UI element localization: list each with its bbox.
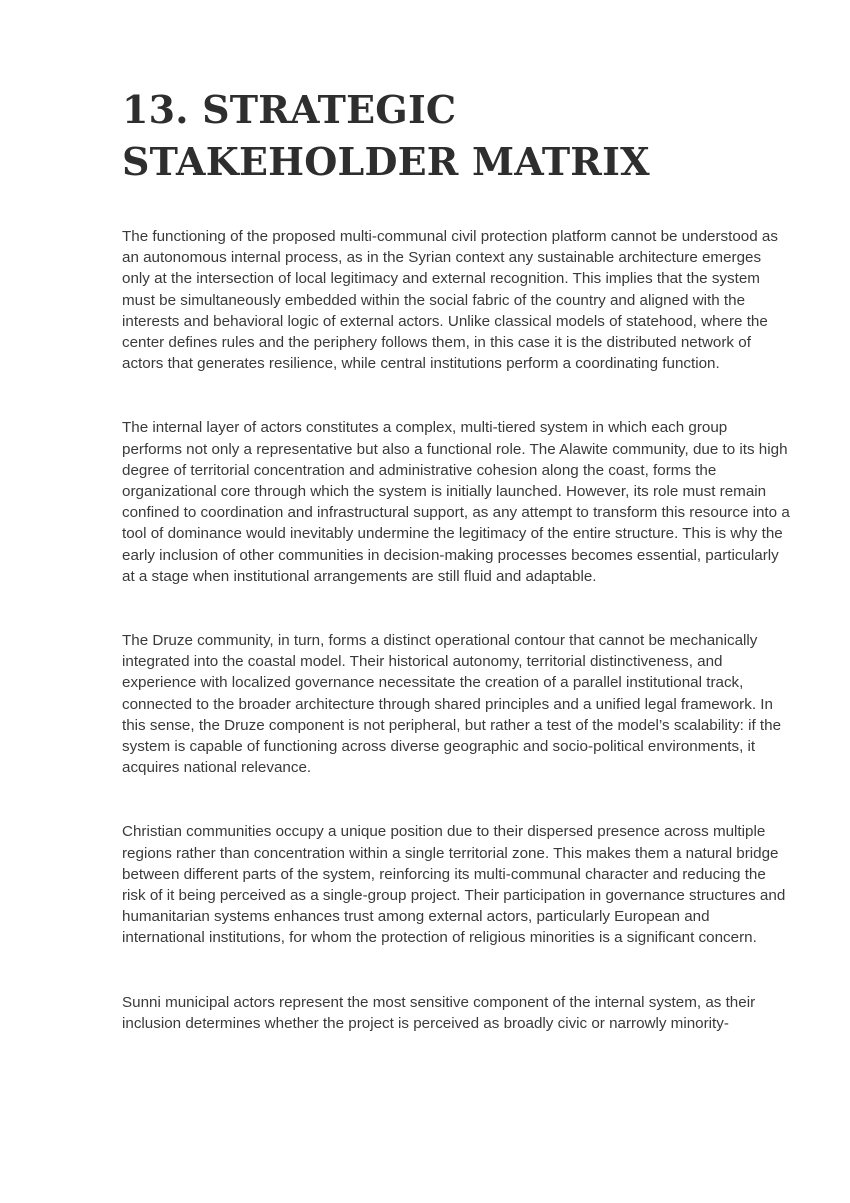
- section-heading: 13. STRATEGIC STAKEHOLDER MATRIX: [122, 87, 650, 184]
- paragraph: The functioning of the proposed multi-communal civil protection platform cannot be understood as an autonomous internal process, as in the Syrian context any sustainable architecture emerges only at the intersection of local legitimacy and external recognition. This implies that the system must be simultaneously embedded within the social fabric of the country and aligned with the interests and behavioral logic of external actors. Unlike classical models of statehood, where the center defines rules and the periphery follows them, in this case it is the distributed network of actors that generates resilience, while central institutions perform a coordinating function.: [122, 228, 778, 373]
- paragraph: Sunni municipal actors represent the most sensitive component of the internal system, as their inclusion determines whether the project is perceived as broadly civic or narrowly minority-: [122, 993, 756, 1032]
- paragraph: Christian communities occupy a unique position due to their dispersed presence across multiple regions rather than concentration within a single territorial zone. This makes them a natural bridge between different parts of the system, reinforcing its multi-communal character and reducing the risk of it being perceived as a single-group project. Their participation in governance structures and humanitarian systems enhances trust among external actors, particularly European and international institutions, for whom the protection of religious minorities is a significant concern.: [122, 823, 786, 947]
- paragraph: The internal layer of actors constitutes a complex, multi-tiered system in which each group performs not only a representative but also a functional role. The Alawite community, due to its high degree of territorial concentration and administrative cohesion along the coast, forms the organizational core through which the system is initially launched. However, its role must remain confined to coordination and infrastructural support, as any attempt to transform this resource into a tool of dominance would inevitably undermine the legitimacy of the entire structure. This is why the early inclusion of other communities in decision-making processes becomes essential, particularly at a stage when institutional arrangements are still fluid and adaptable.: [122, 419, 790, 585]
- paragraph: The Druze community, in turn, forms a distinct operational contour that cannot be mechanically integrated into the coastal model. Their historical autonomy, territorial distinctiveness, and experience with localized governance necessitate the creation of a parallel institutional track, connected to the broader architecture through shared principles and a unified legal framework. In this sense, the Druze component is not peripheral, but rather a test of the model’s scalability: if the system is capable of functioning across diverse geographic and socio-political environments, it acquires national relevance.: [122, 632, 782, 777]
- body-text: [122, 226, 790, 1034]
